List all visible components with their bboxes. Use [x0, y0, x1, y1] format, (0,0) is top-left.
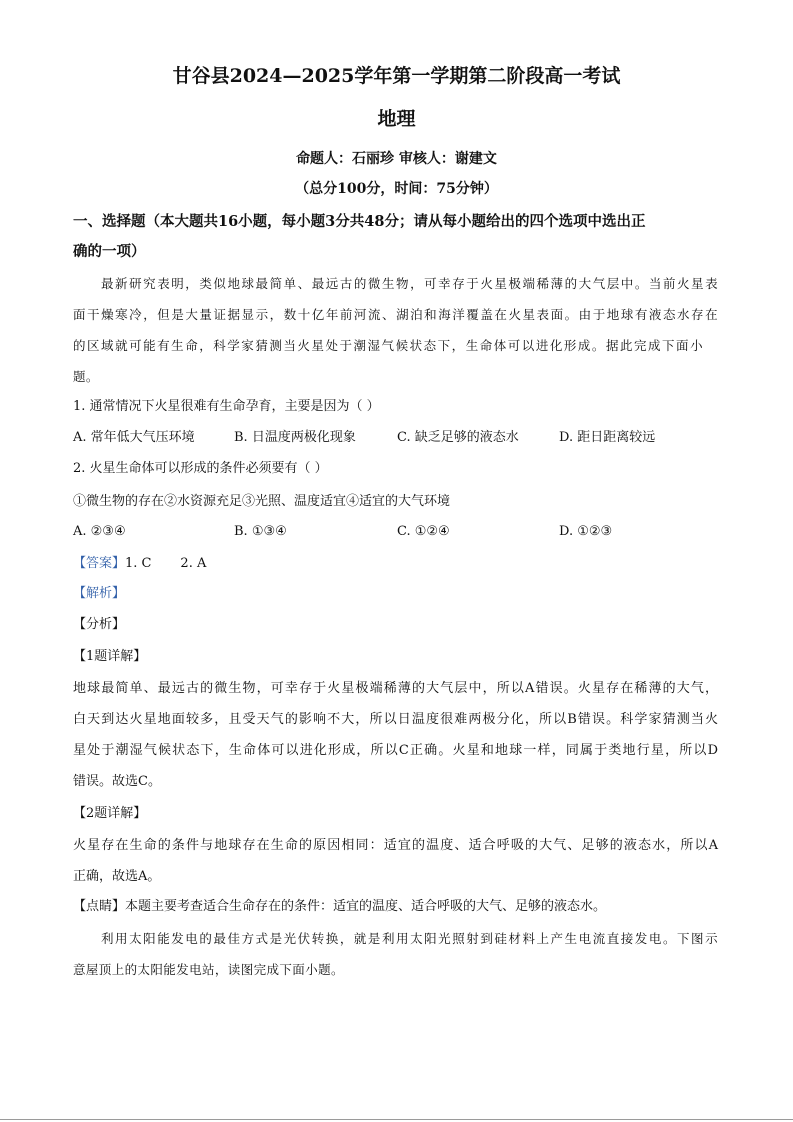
- dianjing-text: 本题主要考查适合生命存在的条件：适宜的温度、适合呼吸的大气、足够的液态水。: [125, 899, 607, 914]
- dianjing-tag: 【点睛】: [73, 899, 126, 914]
- detail-line: 星处于潮湿气候状态下，生命体可以进化形成，所以C正确。火星和地球一样，同属于类地行星，所以D: [73, 743, 718, 758]
- option-d: D. ①②③: [559, 524, 613, 539]
- answer-text: 1. C 2. A: [125, 556, 207, 571]
- answer-line: [73, 555, 206, 573]
- fenxi-heading: 【分析】: [73, 617, 126, 632]
- question-conditions: ①微生物的存在②水资源充足③光照、温度适宜④适宜的大气环境: [73, 494, 451, 509]
- passage-line: 的区域就可能有生命，科学家猜测当火星处于潮湿气候状态下，生命体可以进化形成。据此完成下面小: [73, 338, 703, 353]
- exam-title: 甘谷县2024—2025学年第一学期第二阶段高一考试: [172, 65, 621, 87]
- analysis-tag: 【解析】: [73, 586, 126, 601]
- detail-line: 正确，故选A。: [73, 869, 161, 884]
- detail-line: 白天到达火星地面较多，且受天气的影响不大，所以日温度很难两极分化，所以B错误。科学家猜测当火: [73, 712, 718, 727]
- exam-info: （总分100分，时间：75分钟）: [295, 181, 498, 197]
- option-b: B. ①③④: [234, 524, 287, 539]
- option-c: C. 缺乏足够的液态水: [397, 430, 519, 445]
- dianjing-line: [73, 898, 606, 916]
- detail-line: 错误。故选C。: [73, 774, 161, 789]
- section-heading-cont: 确的一项）: [73, 243, 146, 260]
- detail-line: 地球最简单、最远古的微生物，可幸存于火星极端稀薄的大气层中，所以A错误。火星存在稀薄的大气，: [73, 681, 718, 696]
- question-stem: 1. 通常情况下火星很难有生命孕育，主要是因为（ ）: [73, 399, 380, 414]
- q2-detail-heading: 【2题详解】: [73, 806, 147, 821]
- passage-line: 题。: [73, 369, 99, 384]
- option-b: B. 日温度两极化现象: [234, 430, 356, 445]
- detail-line: 火星存在生命的条件与地球存在生命的原因相同：适宜的温度、适合呼吸的大气、足够的液态水，所以A: [73, 838, 718, 853]
- subject-title: 地理: [377, 108, 416, 130]
- passage-line: 最新研究表明，类似地球最简单、最远古的微生物，可幸存于火星极端稀薄的大气层中。当前火星表: [101, 276, 718, 291]
- authors-line: 命题人：石丽珍 审核人：谢建文: [296, 151, 497, 167]
- question-stem: 2. 火星生命体可以形成的条件必须要有（ ）: [73, 461, 328, 476]
- answer-tag: 【答案】: [73, 556, 126, 571]
- option-c: C. ①②④: [397, 524, 450, 539]
- section-heading: 一、选择题（本大题共16小题，每小题3分共48分；请从每小题给出的四个选项中选出正: [73, 213, 646, 230]
- passage-line: 利用太阳能发电的最佳方式是光伏转换，就是利用太阳光照射到硅材料上产生电流直接发电。下图示: [101, 931, 718, 946]
- option-a: A. 常年低大气压环境: [73, 430, 195, 445]
- option-d: D. 距日距离较远: [559, 430, 656, 445]
- page-bottom-divider: [0, 1119, 793, 1120]
- passage-line: 意屋顶上的太阳能发电站，读图完成下面小题。: [73, 962, 344, 977]
- q1-detail-heading: 【1题详解】: [73, 649, 147, 664]
- option-a: A. ②③④: [73, 524, 126, 539]
- passage-line: 面干燥寒冷，但是大量证据显示，数十亿年前河流、湖泊和海洋覆盖在火星表面。由于地球有液态水存在: [73, 307, 718, 322]
